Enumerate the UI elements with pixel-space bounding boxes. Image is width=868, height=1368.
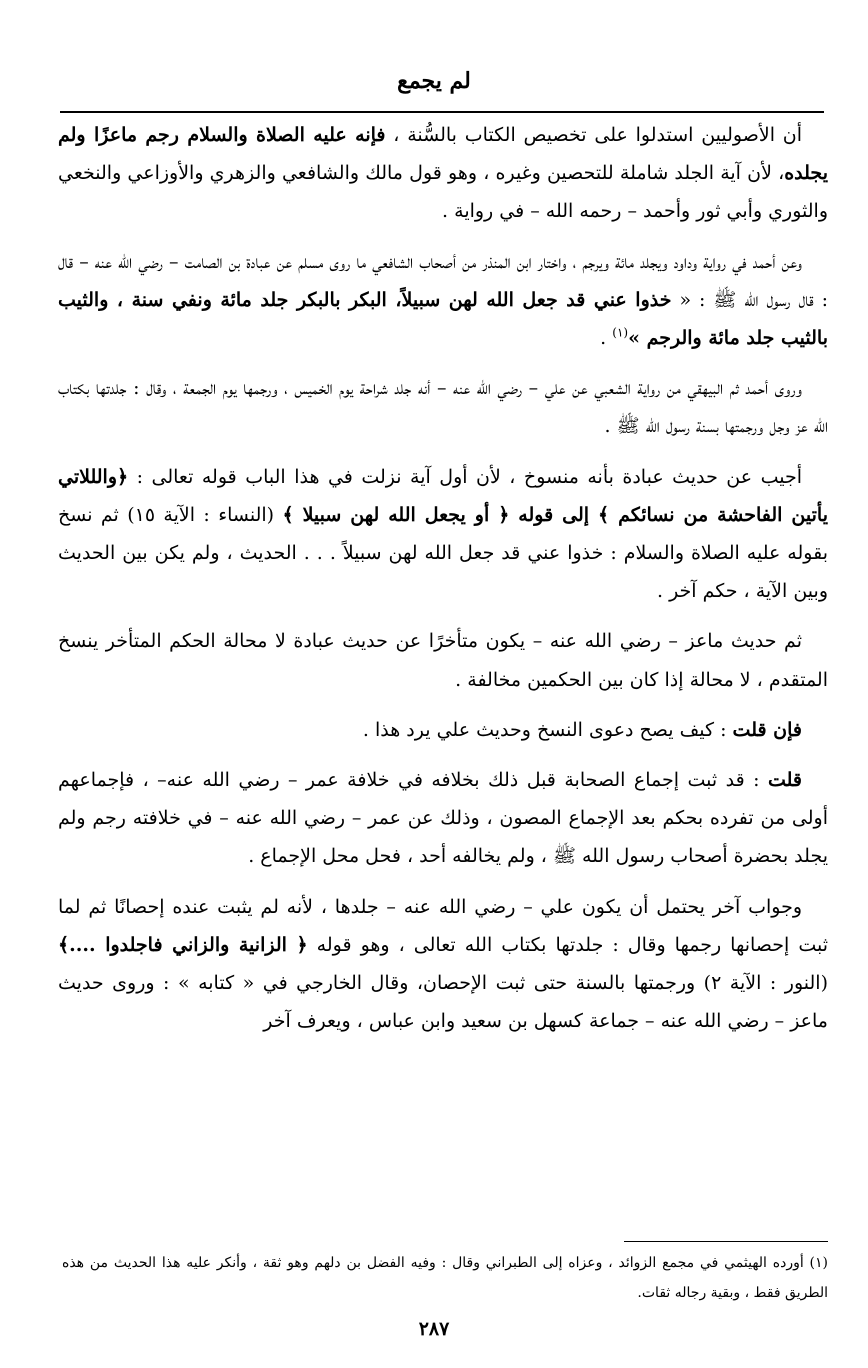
paragraph-text: أجيب عن حديث عبادة بأنه منسوخ ، لأن أول آية نزلت في هذا الباب قوله تعالى : [128,465,802,488]
paragraph-text: » [628,327,647,350]
paragraph-text: . [600,327,613,350]
header-rule [60,111,824,113]
paragraph-text: ثم حديث ماعز – رضي الله عنه – يكون متأخرًا عن حديث عبادة لا محالة الحكم المتأخر ينسخ المتقدم ، لا محالة إذا كان بين الحكمين مخالفة . [58,630,828,691]
main-text [58,116,828,1052]
paragraph [58,458,828,611]
paragraph-text: وعن أحمد في رواية وداود ويجلد مائة ويرجم ، واختار ابن المنذر من أصحاب الشافعي ما روى مسلم عن عبادة بن الصامت – رضي الله عنه – قال : قال رسول الله ﷺ : « [58,250,828,311]
paragraph [58,116,828,231]
paragraph [58,711,828,749]
paragraph [58,243,828,358]
paragraph-text: وجواب آخر يحتمل أن يكون علي – رضي الله عنه – جلدها ، لأنه لم يثبت عنده إحصانًا ثم لما ثبت إحصانها رجمها وقال : جلدتها بكتاب الله تعالى ، وهو قوله [58,895,828,956]
paragraph-text: : كيف يصح دعوى النسخ وحديث علي يرد هذا . [362,718,733,741]
paragraph-text: أن الأصوليين استدلوا على تخصيص الكتاب بالسُّنة ، [385,124,803,146]
running-header: لم يجمع [397,68,471,94]
paragraph-text: (النور : الآية ٢) ورجمتها بالسنة حتى ثبت الإحصان، وقال الخارجي في « كتابه » : وروى حديث ماعز – رضي الله عنه – جماعة كسهل بن سعيد وابن عباس ، ويعرف آخر [58,972,828,1033]
quran-quote: ﴿والللاتي يأتين الفاحشة من نسائكم ﴾ إلى قوله ﴿ أو يجعل الله لهن سبيلا ﴾ [58,465,828,526]
paragraph [58,369,828,445]
bold-text: قلت [767,769,802,792]
footnote-rule [624,1241,828,1242]
paragraph-text: (النساء : الآية ١٥) ثم نسخ بقوله عليه الصلاة والسلام : خذوا عني قد جعل الله لهن سبيلاً . . . الحديث ، ولم يكن بين الحديث وبين الآية ، حكم آخر . [58,503,828,603]
paragraph [58,622,828,698]
paragraph [58,761,828,876]
paragraph-text: : قد ثبت إجماع الصحابة قبل ذلك بخلافه في خلافة عمر – رضي الله عنه– ، فإجماعهم أولى من تفرده بحكم بعد الإجماع المصون ، وذلك عن عمر – رضي الله عنه – في خلافته رجم ولم يجلد بحضرة أصحاب رسول الله ﷺ ، ولم يخالفه أحد ، فحل محل الإجماع . [58,769,828,868]
page-number: ٢٨٧ [418,1318,450,1340]
paragraph-text: ، لأن آية الجلد شاملة للتحصين وغيره ، وهو قول مالك والشافعي والزهري والأوزاعي والنخعي والثوري وأبي ثور وأحمد – رحمه الله – في رواية . [58,162,828,223]
footnote-marker: (١) [612,325,629,340]
paragraph-text: وروى أحمد ثم البيهقي من رواية الشعبي عن علي – رضي الله عنه – أنه جلد شراحة يوم الخميس ، ورجمها يوم الجمعة ، وقال : جلدتها بكتاب الله عز وجل ورجمتها بسنة رسول الله ﷺ . [58,377,828,438]
footnote [62,1248,828,1308]
hadith-quote: خذوا عني قد جعل الله لهن سبيلاً، البكر بالبكر جلد مائة ونفي سنة ، والثيب بالثيب جلد مائة والرجم [58,288,828,350]
bold-text: فإن قلت [732,718,802,741]
quran-quote: ﴿ الزانية والزاني فاجلدوا ....﴾ [58,933,308,956]
paragraph [58,888,828,1041]
bold-text: فإنه عليه الصلاة والسلام رجم ماعزًا ولم يجلده [58,124,828,185]
footnote-text: (١) أورده الهيثمي في مجمع الزوائد ، وعزاه إلى الطبراني وقال : وفيه الفضل بن دلهم وهو ثقة ، وأنكر عليه هذا الحديث من هذه الطريق فقط ، وبقية رجاله ثقات. [62,1255,828,1301]
